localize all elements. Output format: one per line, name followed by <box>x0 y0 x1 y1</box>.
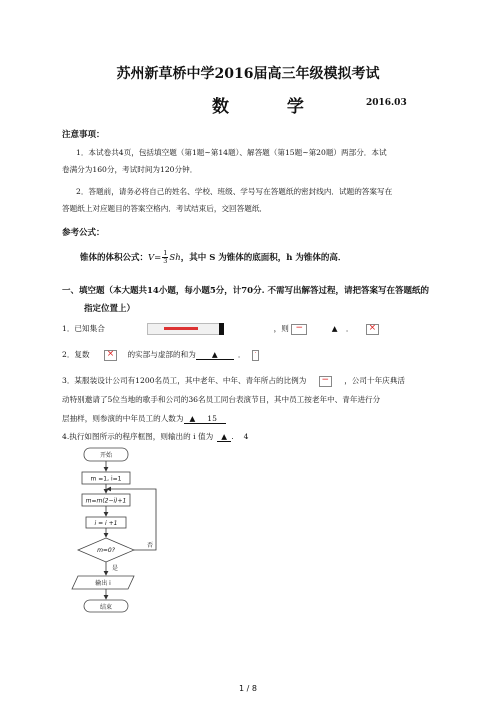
formula-suffix: ，其中 S 为锥体的底面积，h 为锥体的高． <box>180 253 347 263</box>
flow-output-label: 输出 i <box>95 580 111 587</box>
page-number: 1 / 8 <box>239 684 257 693</box>
section-heading-line-2: 指定位置上） <box>84 304 136 314</box>
q3-answer: 15 <box>207 414 217 423</box>
flow-no-label: 否 <box>146 542 154 549</box>
q4-text-c: . <box>231 432 234 441</box>
question-3-line-3 <box>62 413 226 424</box>
q2-answer-blank <box>196 350 234 360</box>
flow-condition-label: m=0? <box>97 547 115 554</box>
q2-text-a: 2．复数 <box>62 350 90 359</box>
q1-text-a: 1．已知集合 <box>62 324 105 333</box>
q4-text: 4.执行如图所示的程序框图，则输出的 i 值为 <box>62 432 214 441</box>
broken-image-icon: − <box>291 324 307 335</box>
notice-item-1-line-1: 1．本试卷共4页，包括填空题（第1题~第14题）、解答题（第15题~第20题）两部分．本试 <box>76 148 387 157</box>
question-1 <box>62 323 379 335</box>
q2-text-c: ． <box>237 350 246 359</box>
notice-item-2-line-2: 答题纸上对应题目的答案空格内．考试结束后，交回答题纸． <box>62 204 268 213</box>
flow-increment-label: i = i +1 <box>94 520 118 527</box>
q4-blank-mark: ▲ <box>221 432 228 441</box>
question-3-line-2: 动特别邀请了5位当地的歌手和公司的36名员工同台表演节目，其中员工按老年中、青年进行分 <box>62 395 381 404</box>
formula-fraction <box>162 250 168 265</box>
notice-heading: 注意事项： <box>62 130 105 140</box>
flow-start-label: 开始 <box>99 452 113 459</box>
q4-answer-blank <box>217 432 234 442</box>
set-definition-image <box>147 323 223 335</box>
q3-blank-mark: ▲ <box>189 414 196 423</box>
flow-init-label: m =1, i=1 <box>90 475 122 483</box>
broken-image-icon: · <box>252 350 259 361</box>
question-4 <box>62 431 248 442</box>
cone-volume-formula <box>80 250 346 265</box>
broken-image-icon: × <box>366 324 379 335</box>
question-3-line-1 <box>62 375 405 387</box>
q1-answer-blank: ▲ <box>331 324 338 333</box>
q4-answer: 4 <box>243 432 249 441</box>
formula-prefix: 锥体的体积公式： <box>80 253 149 263</box>
notice-item-1-line-2: 卷满分为160分，考试时间为120分钟． <box>62 165 198 174</box>
program-flowchart <box>60 446 170 618</box>
q3-text-a: 3．某服装设计公司有1200名员工，其中老年、中年、青年所占的比例为 <box>62 376 307 385</box>
exam-title: 苏州新草桥中学2016届高三年级模拟考试 <box>116 66 380 82</box>
fraction-numerator: 1 <box>163 249 168 257</box>
formula-sh: Sh <box>169 253 181 263</box>
formula-v: V= <box>148 253 162 263</box>
exam-date: 2016.03 <box>366 98 407 108</box>
flow-yes-label: 是 <box>111 565 119 572</box>
notice-item-2-line-1: 2．答题前，请务必将自己的姓名、学校、班级、学号写在答题纸的密封线内．试题的答案写在 <box>76 187 393 196</box>
flow-end-label: 结束 <box>99 604 113 611</box>
broken-image-icon: − <box>319 376 332 387</box>
q3-text-b: ，公司十年庆典活 <box>344 376 405 385</box>
broken-image-icon: × <box>104 350 117 361</box>
q3-answer-blank <box>184 414 226 424</box>
section-heading-line-1: 一、填空题（本大题共14小题，每小题5分，计70分. 不需写出解答过程，请把答案写在答题纸的 <box>62 286 429 296</box>
q1-text-b: ，则 <box>273 324 289 333</box>
subject-title: 数 学 <box>212 97 330 117</box>
q2-blank-mark: ▲ <box>211 350 218 359</box>
formula-heading: 参考公式： <box>62 228 105 238</box>
fraction-denominator: 3 <box>163 257 168 265</box>
q2-text-b: 的实部与虚部的和为 <box>127 350 196 359</box>
question-2 <box>62 349 259 361</box>
flow-assign-label: m=m(2−i)+1 <box>85 497 127 505</box>
q3-text-c: 层抽样，则参演的中年员工的人数为 <box>62 414 184 423</box>
q1-text-c: ． <box>345 324 354 333</box>
